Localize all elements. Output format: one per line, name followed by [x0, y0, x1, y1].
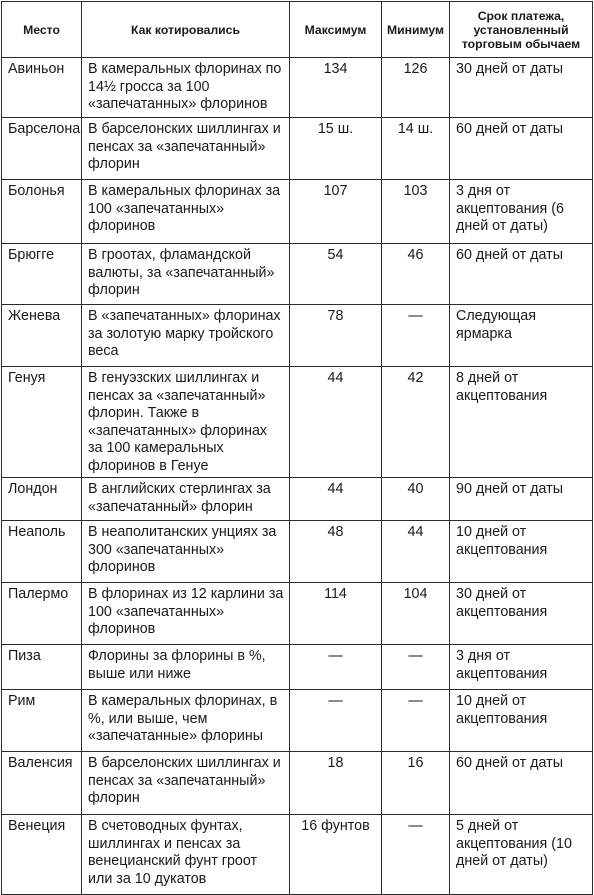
table-row: [2, 645, 593, 690]
cell-how: В барселонских шиллингах и пенсах за «запечатанный» флорин: [82, 118, 290, 180]
table-row: [2, 367, 593, 478]
cell-place: Венеция: [2, 815, 82, 895]
cell-max: 114: [290, 583, 382, 645]
cell-term: 30 дней от акцептования: [450, 583, 593, 645]
cell-how: В флоринах из 12 карлини за 100 «запечатанных» флоринов: [82, 583, 290, 645]
cell-term: 10 дней от акцептования: [450, 690, 593, 752]
cell-place: Женева: [2, 305, 82, 367]
cell-term: 60 дней от даты: [450, 118, 593, 180]
cell-how: В счетоводных фунтах, шиллингах и пенсах за венецианский фунт гроот или за 10 дукатов: [82, 815, 290, 895]
cell-how: В гроотах, фламандской валюты, за «запечатанный» флорин: [82, 244, 290, 305]
table-row: [2, 478, 593, 521]
cell-max: 48: [290, 521, 382, 583]
cell-term: 60 дней от даты: [450, 244, 593, 305]
cell-max: 16 фунтов: [290, 815, 382, 895]
cell-min: 104: [382, 583, 450, 645]
cell-min: —: [382, 815, 450, 895]
cell-place: Неаполь: [2, 521, 82, 583]
cell-max: 44: [290, 367, 382, 478]
cell-min: 126: [382, 58, 450, 118]
cell-min: 103: [382, 180, 450, 244]
table-row: [2, 815, 593, 895]
header-max: Максимум: [290, 2, 382, 58]
cell-max: 54: [290, 244, 382, 305]
cell-max: 15 ш.: [290, 118, 382, 180]
cell-min: 46: [382, 244, 450, 305]
cell-how: В камеральных флоринах по 14½ гросса за 100 «запечатанных» флоринов: [82, 58, 290, 118]
cell-how: В неаполитанских унциях за 300 «запечатанных» флоринов: [82, 521, 290, 583]
table-row: [2, 690, 593, 752]
exchange-rates-table: [1, 1, 593, 895]
header-term: Срок платежа, установленный торговым обычаем: [450, 2, 593, 58]
cell-min: 40: [382, 478, 450, 521]
header-place: Место: [2, 2, 82, 58]
table-row: [2, 244, 593, 305]
cell-place: Палермо: [2, 583, 82, 645]
cell-term: 90 дней от даты: [450, 478, 593, 521]
cell-min: —: [382, 690, 450, 752]
cell-place: Рим: [2, 690, 82, 752]
table-row: [2, 752, 593, 815]
cell-max: 78: [290, 305, 382, 367]
cell-how: В «запечатанных» флоринах за золотую марку тройского веса: [82, 305, 290, 367]
table-row: [2, 305, 593, 367]
cell-term: 60 дней от даты: [450, 752, 593, 815]
table-row: [2, 118, 593, 180]
cell-place: Генуя: [2, 367, 82, 478]
cell-min: 44: [382, 521, 450, 583]
header-how: Как котировались: [82, 2, 290, 58]
cell-how: В барселонских шиллингах и пенсах за «запечатанный» флорин: [82, 752, 290, 815]
cell-how: В камеральных флоринах за 100 «запечатанных» флоринов: [82, 180, 290, 244]
cell-term: 10 дней от акцептования: [450, 521, 593, 583]
header-row: [2, 2, 593, 58]
table-row: [2, 521, 593, 583]
cell-how: Флорины за флорины в %, выше или ниже: [82, 645, 290, 690]
cell-how: В генуэзских шиллингах и пенсах за «запечатанный» флорин. Также в «запечатанных» флоринах за 100 камеральных флоринов в Генуе: [82, 367, 290, 478]
cell-max: 18: [290, 752, 382, 815]
cell-max: —: [290, 690, 382, 752]
table-row: [2, 180, 593, 244]
cell-how: В камеральных флоринах, в %, или выше, чем «запечатанные» флорины: [82, 690, 290, 752]
cell-max: 44: [290, 478, 382, 521]
cell-term: 30 дней от даты: [450, 58, 593, 118]
cell-term: 3 дня от акцептования (6 дней от даты): [450, 180, 593, 244]
cell-place: Валенсия: [2, 752, 82, 815]
cell-place: Пиза: [2, 645, 82, 690]
cell-term: Следующая ярмарка: [450, 305, 593, 367]
cell-how: В английских стерлингах за «запечатанный» флорин: [82, 478, 290, 521]
header-min: Минимум: [382, 2, 450, 58]
cell-min: 16: [382, 752, 450, 815]
cell-place: Авиньон: [2, 58, 82, 118]
cell-min: —: [382, 305, 450, 367]
cell-place: Лондон: [2, 478, 82, 521]
cell-place: Барселона: [2, 118, 82, 180]
cell-place: Брюгге: [2, 244, 82, 305]
table-row: [2, 583, 593, 645]
cell-min: 14 ш.: [382, 118, 450, 180]
cell-max: 134: [290, 58, 382, 118]
cell-term: 3 дня от акцептования: [450, 645, 593, 690]
table-row: [2, 58, 593, 118]
cell-term: 8 дней от акцептования: [450, 367, 593, 478]
cell-term: 5 дней от акцептования (10 дней от даты): [450, 815, 593, 895]
cell-place: Болонья: [2, 180, 82, 244]
cell-max: 107: [290, 180, 382, 244]
cell-max: —: [290, 645, 382, 690]
cell-min: 42: [382, 367, 450, 478]
cell-min: —: [382, 645, 450, 690]
